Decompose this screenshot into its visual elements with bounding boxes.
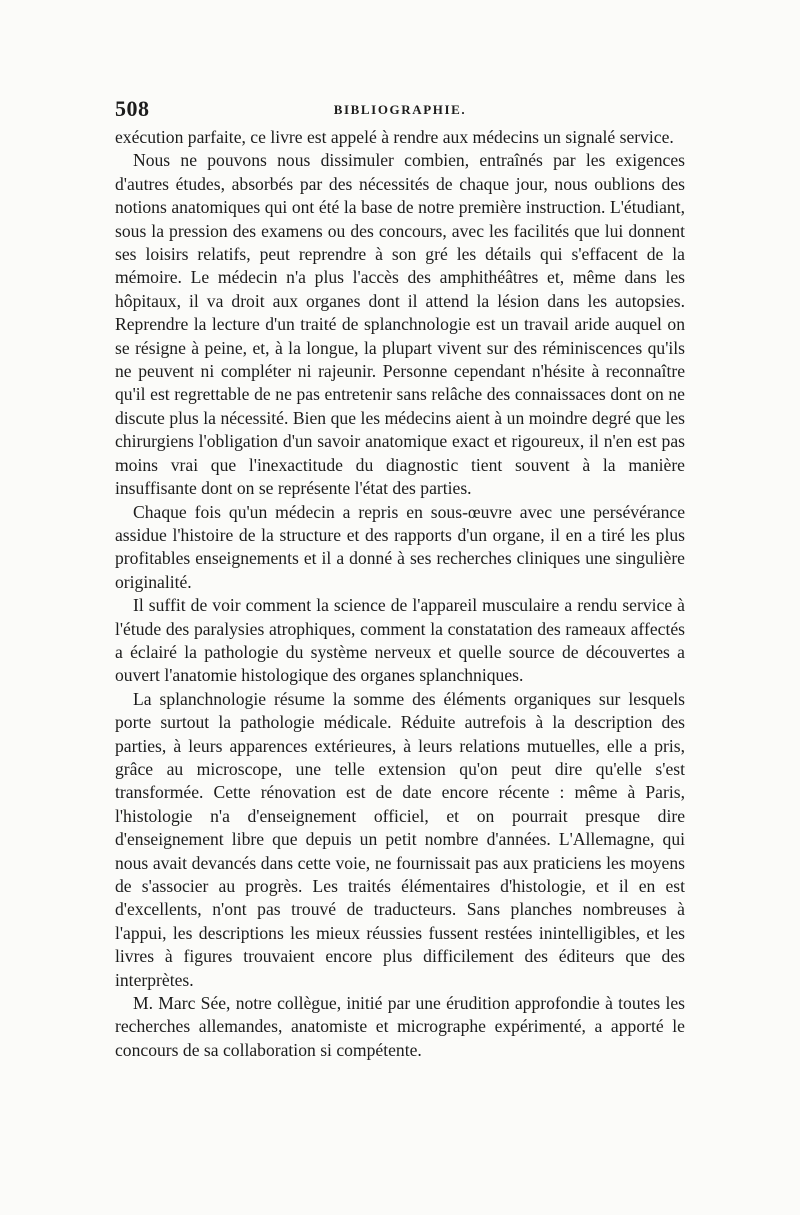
paragraph-appareil-musculaire: Il suffit de voir comment la science de l'appareil musculaire a rendu service à l'étude des paralysies atrophiques, comment la constatation des rameaux affectés a éclairé la pathologie du système nerveux et quelle source de découvertes a ouvert l'anatomie histologique des organes splanchniques.	[115, 595, 685, 686]
body-text	[115, 126, 685, 1062]
paragraph-splanchnologie: La splanchnologie résume la somme des éléments organiques sur lesquels porte surtout la pathologie médicale. Réduite autrefois à la description des parties, à leurs apparences extérieures, à leurs relations mutuelles, elle a pris, grâce au microscope, une telle extension qu'on peut dire qu'elle s'est transformée. Cette rénovation est de date encore récente : même à Paris, l'histologie n'a d'enseignement officiel, et on pourrait presque dire d'enseignement libre que depuis un petit nombre d'années. L'Allemagne, qui nous avait devancés dans cette voie, ne fournissait pas aux praticiens les moyens de s'associer au progrès. Les traités élémentaires d'histologie, et il en est d'excellents, n'ont pas trouvé de traducteurs. Sans planches nombreuses à l'appui, les descriptions les mieux réussies fussent restées inintelligibles, et les livres à figures trouvaient encore plus difficilement des éditeurs que des interprètes.	[115, 688, 685, 990]
paragraph-chaque-fois: Chaque fois qu'un médecin a repris en sous-œuvre avec une persévérance assidue l'histoire de la structure et des rapports d'un organe, il en a tiré les plus profitables enseignements et il a donné à ses recherches cliniques une singulière originalité.	[115, 501, 685, 592]
page-header	[115, 96, 685, 126]
paragraph-continuation: exécution parfaite, ce livre est appelé à rendre aux médecins un signalé service.	[115, 127, 674, 147]
paragraph-notions-anatomiques: Nous ne pouvons nous dissimuler combien, entraînés par les exigences d'autres études, absorbés par des nécessités de chaque jour, nous oublions des notions anatomiques qui ont été la base de notre première instruction. L'étudiant, sous la pression des examens ou des concours, avec les facilités que lui donnent ses loisirs relatifs, peut reprendre à son gré les détails qui s'effacent de la mémoire. Le médecin n'a plus l'accès des amphithéâtres et, même dans les hôpitaux, il va droit aux organes dont il attend la lésion dans les autopsies. Reprendre la lecture d'un traité de splanchnologie est un travail aride auquel on se résigne à peine, et, à la longue, la plupart vivent sur des réminiscences qu'ils ne peuvent ni compléter ni rajeunir. Personne cependant n'hésite à reconnaître qu'il est regrettable de ne pas entretenir sans relâche des connaissaces dont on ne discute plus la nécessité. Bien que les médecins aient à un moindre degré que les chirurgiens l'obligation d'un savoir anatomique exact et rigoureux, il n'en est pas moins vrai que l'inexactitude du diagnostic tient souvent à la manière insuffisante dont on se représente l'état des parties.	[115, 150, 685, 499]
paragraph-marc-see: M. Marc Sée, notre collègue, initié par une érudition approfondie à toutes les recherches allemandes, anatomiste et micrographe expérimenté, a apporté le concours de sa collaboration si compétente.	[115, 993, 685, 1060]
running-head: BIBLIOGRAPHIE.	[333, 102, 467, 117]
page-number: 508	[115, 96, 150, 121]
